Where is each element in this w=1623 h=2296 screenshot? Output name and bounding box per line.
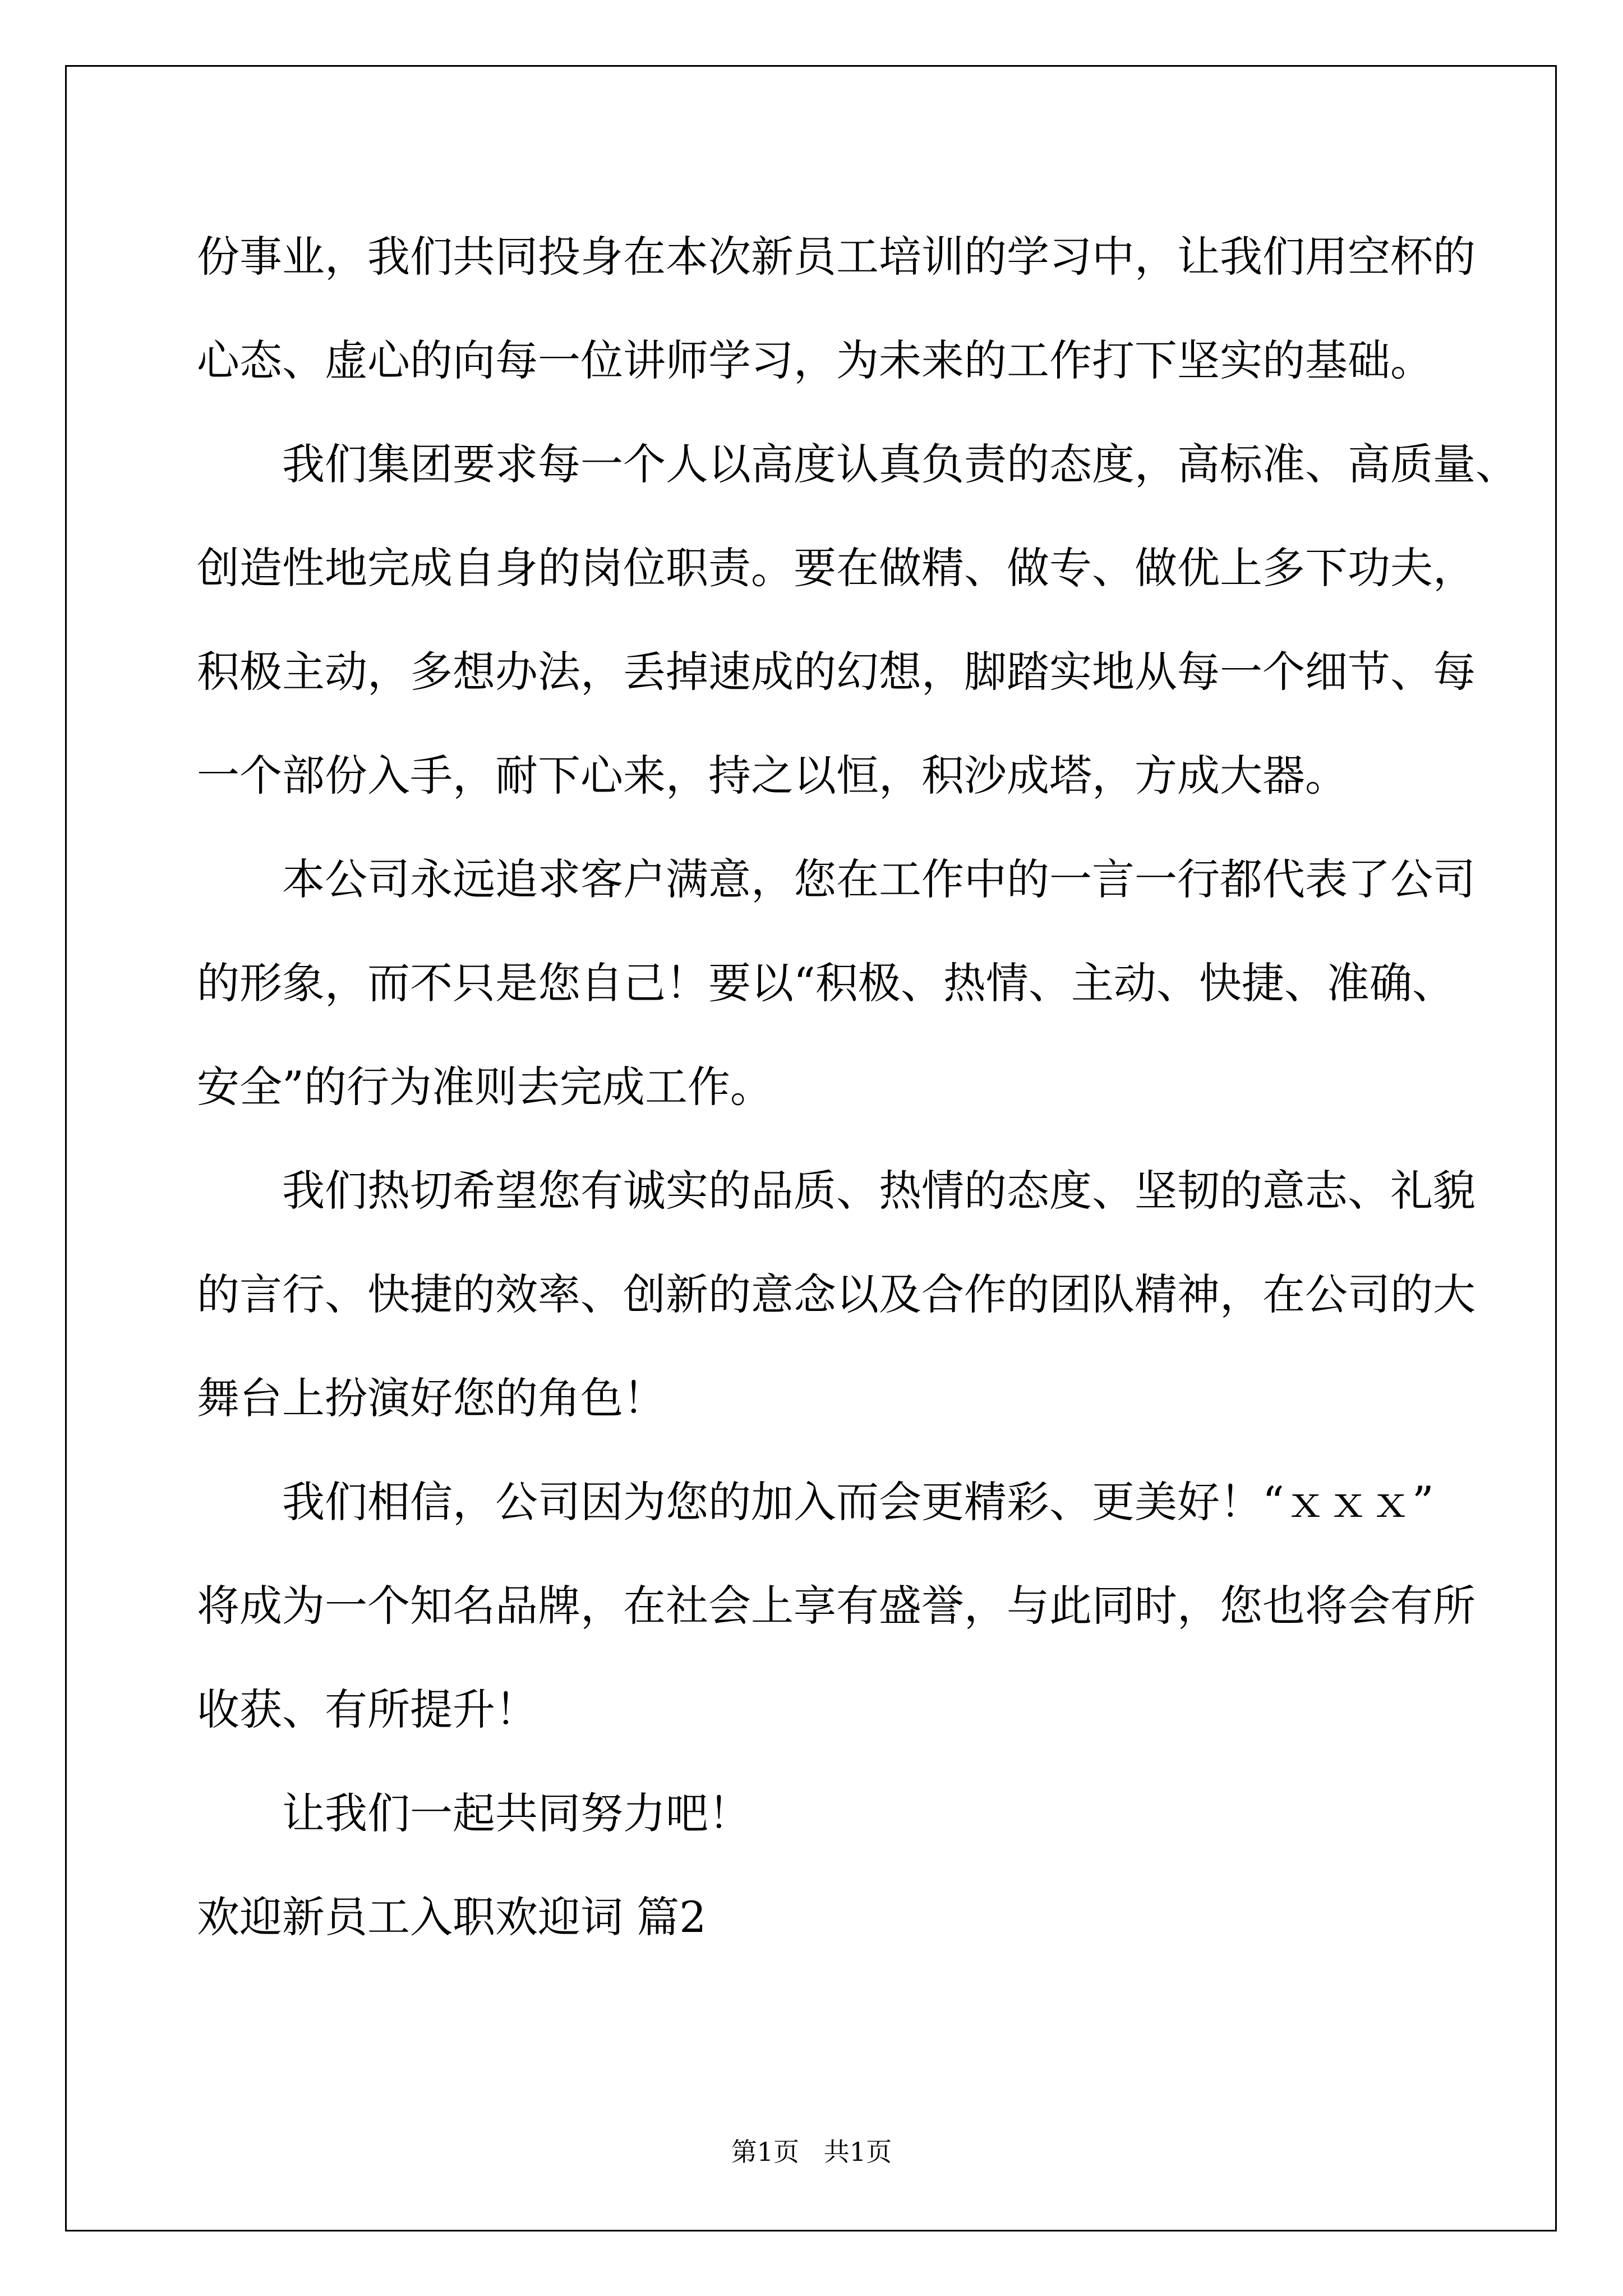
paragraph-2 bbox=[197, 412, 1518, 827]
paragraph-4 bbox=[197, 1139, 1487, 1450]
text-line: 我们集团要求每一个人以高度认真负责的态度，高标准、高质量、 bbox=[282, 439, 1518, 489]
paragraph-5 bbox=[197, 1450, 1487, 1761]
text-line: 本公司永远追求客户满意，您在工作中的一言一行都代表了公司 bbox=[282, 854, 1476, 904]
text-line: 创造性地完成自身的岗位职责。要在做精、做专、做优上多下功夫， bbox=[197, 543, 1476, 593]
paragraph-6 bbox=[197, 1761, 1487, 1865]
heading-text: 欢迎新员工入职欢迎词 篇2 bbox=[197, 1892, 707, 1942]
document-body bbox=[197, 205, 1518, 1969]
page-number: 第1页 共1页 bbox=[731, 2137, 892, 2167]
text-line: 让我们一起共同努力吧！ bbox=[282, 1788, 751, 1838]
text-line: 将成为一个知名品牌，在社会上享有盛誉，与此同时，您也将会有所 bbox=[197, 1581, 1476, 1631]
text-line: 的言行、快捷的效率、创新的意念以及合作的团队精神，在公司的大 bbox=[197, 1269, 1476, 1319]
text-line: 舞台上扮演好您的角色！ bbox=[197, 1373, 666, 1423]
text-line: 心态、虚心的向每一位讲师学习，为未来的工作打下坚实的基础。 bbox=[197, 335, 1433, 385]
text-line: 积极主动，多想办法，丢掉速成的幻想，脚踏实地从每一个细节、每 bbox=[197, 647, 1476, 697]
section-heading bbox=[197, 1865, 1487, 1969]
paragraph-3 bbox=[197, 827, 1487, 1139]
text-line: 一个部份入手，耐下心来，持之以恒，积沙成塔，方成大器。 bbox=[197, 751, 1348, 800]
text-line: 收获、有所提升！ bbox=[197, 1685, 538, 1734]
text-line: 我们相信，公司因为您的加入而会更精彩、更美好！“ｘｘｘ” bbox=[282, 1477, 1434, 1527]
text-line: 份事业，我们共同投身在本次新员工培训的学习中，让我们用空杯的 bbox=[197, 232, 1476, 282]
paragraph-1 bbox=[197, 205, 1487, 412]
text-line: 我们热切希望您有诚实的品质、热情的态度、坚韧的意志、礼貌 bbox=[282, 1166, 1476, 1216]
text-line: 的形象，而不只是您自己！要以“积极、热情、主动、快捷、准确、 bbox=[197, 958, 1455, 1008]
text-line: 安全”的行为准则去完成工作。 bbox=[197, 1062, 773, 1112]
page-footer bbox=[0, 2132, 1623, 2169]
